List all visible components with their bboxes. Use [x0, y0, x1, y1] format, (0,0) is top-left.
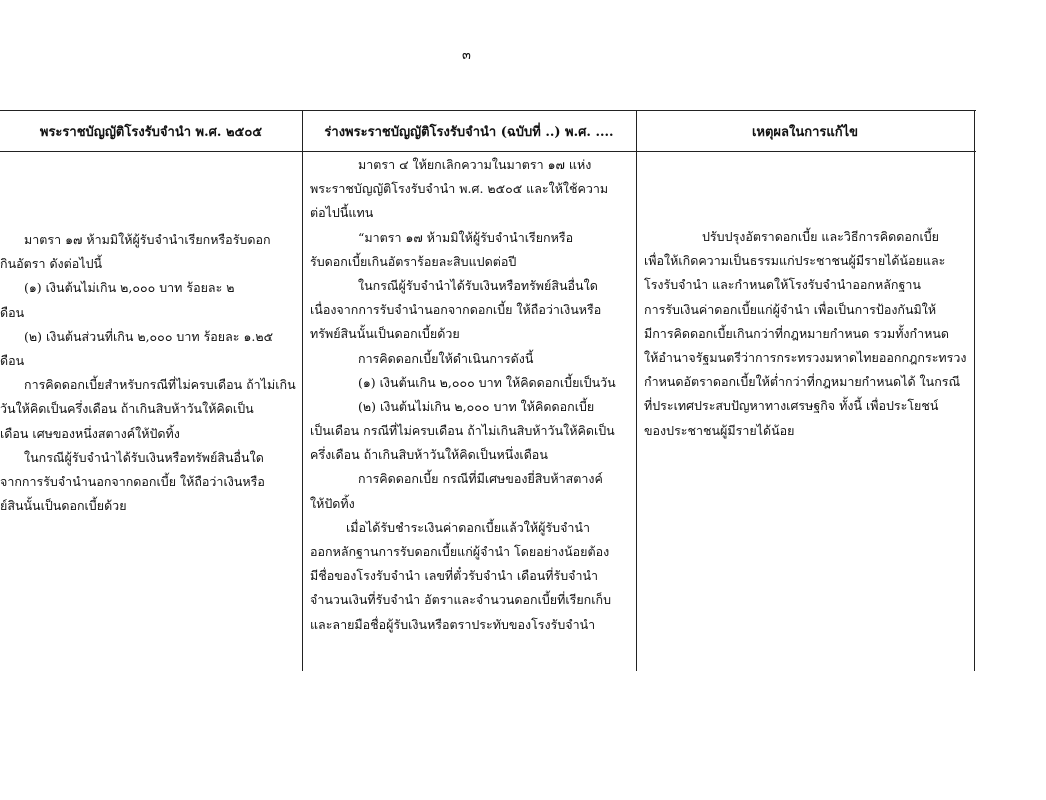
text-line: มีการคิดดอกเบี้ยเกินกว่าที่กฎหมายกำหนด รวมทั้งกำหนด — [644, 325, 950, 341]
text-line: ที่ประเทศประสบปัญหาทางเศรษฐกิจ ทั้งนี้ เพื่อประโยชน์ — [644, 398, 939, 414]
text-line: เดือน เศษของหนึ่งสตางค์ให้ปัดทิ้ง — [0, 425, 180, 441]
text-line: พระราชบัญญัติโรงรับจำนำ พ.ศ. ๒๕๐๕ และให้ใช้ความ — [310, 181, 609, 197]
text-line: รับดอกเบี้ยเกินอัตราร้อยละสิบแปดต่อปี — [310, 253, 517, 269]
column-divider — [636, 111, 637, 671]
text-line: เมื่อได้รับชำระเงินค่าดอกเบี้ยแล้วให้ผู้รับจำนำ — [346, 519, 590, 535]
text-line: กินอัตรา ดังต่อไปนี้ — [0, 256, 103, 272]
text-line: ออกหลักฐานการรับดอกเบี้ยแก่ผู้จำนำ โดยอย่างน้อยต้อง — [310, 544, 610, 559]
text-line: ในกรณีผู้รับจำนำได้รับเงินหรือทรัพย์สินอื่นใด — [358, 277, 598, 293]
text-line: โรงรับจำนำ และกำหนดให้โรงรับจำนำออกหลักฐาน — [644, 277, 921, 293]
text-line: (๒) เงินต้นส่วนที่เกิน ๒,๐๐๐ บาท ร้อยละ ๑.๒๕ — [24, 328, 274, 344]
text-line: ครึ่งเดือน ถ้าเกินสิบห้าวันให้คิดเป็นหนึ่งเดือน — [310, 447, 548, 463]
header-divider — [0, 151, 976, 152]
text-line: การคิดดอกเบี้ยให้ดำเนินการดังนี้ — [358, 350, 534, 366]
text-line: (๑) เงินต้นเกิน ๒,๐๐๐ บาท ให้คิดดอกเบี้ยเป็นวัน — [358, 374, 616, 390]
text-line: ทรัพย์สินนั้นเป็นดอกเบี้ยด้วย — [310, 326, 460, 342]
text-line: วันให้คิดเป็นครึ่งเดือน ถ้าเกินสิบห้าวันให้คิดเป็น — [0, 401, 254, 417]
text-line: การคิดดอกเบี้ย กรณีที่มีเศษของยี่สิบห้าสตางค์ — [358, 471, 603, 487]
current-act-text — [0, 228, 300, 518]
text-line: ปรับปรุงอัตราดอกเบี้ย และวิธีการคิดดอกเบี้ย — [702, 229, 939, 244]
text-line: ให้อำนาจรัฐมนตรีว่าการกระทรวงมหาดไทยออกกฎกระทรวง — [644, 349, 967, 365]
text-line: เนื่องจากการรับจำนำนอกจากดอกเบี้ย ให้ถือว่าเงินหรือ — [310, 302, 602, 318]
text-line: จำนวนเงินที่รับจำนำ อัตราและจำนวนดอกเบี้ยที่เรียกเก็บ — [310, 592, 612, 608]
text-line: ต่อไปนี้แทน — [310, 205, 374, 221]
reasons-text — [644, 225, 974, 443]
text-line: การรับเงินค่าดอกเบี้ยแก่ผู้จำนำ เพื่อเป็นการป้องกันมิให้ — [644, 301, 937, 317]
text-line: เป็นเดือน กรณีที่ไม่ครบเดือน ถ้าไม่เกินสิบห้าวันให้คิดเป็น — [310, 423, 615, 439]
header-current-act: พระราชบัญญัติโรงรับจำนำ พ.ศ. ๒๕๐๕ — [39, 125, 263, 140]
column-divider — [302, 111, 303, 671]
header-reasons: เหตุผลในการแก้ไข — [751, 125, 859, 140]
text-line: มีชื่อของโรงรับจำนำ เลขที่ตั๋วรับจำนำ เดือนที่รับจำนำ — [310, 568, 599, 584]
comparison-table — [0, 110, 976, 671]
text-line: ดือน — [0, 352, 25, 368]
text-line: ย์สินนั้นเป็นดอกเบี้ยด้วย — [0, 498, 127, 514]
column-divider — [974, 111, 975, 671]
text-line: “มาตรา ๑๗ ห้ามมิให้ผู้รับจำนำเรียกหรือ — [358, 229, 574, 245]
text-line: จากการรับจำนำนอกจากดอกเบี้ย ให้ถือว่าเงินหรือ — [0, 473, 265, 489]
text-line: (๒) เงินต้นไม่เกิน ๒,๐๐๐ บาท ให้คิดดอกเบี้ย — [358, 398, 595, 414]
text-line: ในกรณีผู้รับจำนำได้รับเงินหรือทรัพย์สินอื่นใด — [24, 449, 264, 465]
text-line: และลายมือชื่อผู้รับเงินหรือตราประทับของโรงรับจำนำ — [310, 616, 596, 632]
header-draft-act: ร่างพระราชบัญญัติโรงรับจำนำ (ฉบับที่ ..) พ.ศ. .... — [324, 125, 614, 140]
text-line: ดือน — [0, 304, 25, 320]
text-line: มาตรา ๑๗ ห้ามมิให้ผู้รับจำนำเรียกหรือรับดอก — [24, 232, 271, 247]
text-line: ให้ปัดทิ้ง — [310, 495, 355, 511]
draft-act-text — [310, 153, 634, 637]
page-number: ๓ — [462, 48, 471, 63]
text-line: กำหนดอัตราดอกเบี้ยให้ต่ำกว่าที่กฎหมายกำหนดได้ ในกรณี — [644, 374, 961, 390]
text-line: (๑) เงินต้นไม่เกิน ๒,๐๐๐ บาท ร้อยละ ๒ — [24, 280, 235, 296]
text-line: ของประชาชนผู้มีรายได้น้อย — [644, 422, 795, 438]
text-line: มาตรา ๔ ให้ยกเลิกความในมาตรา ๑๗ แห่ง — [358, 157, 592, 172]
text-line: การคิดดอกเบี้ยสำหรับกรณีที่ไม่ครบเดือน ถ้าไม่เกิน — [24, 377, 296, 393]
text-line: เพื่อให้เกิดความเป็นธรรมแก่ประชาชนผู้มีรายได้น้อยและ — [644, 253, 946, 269]
